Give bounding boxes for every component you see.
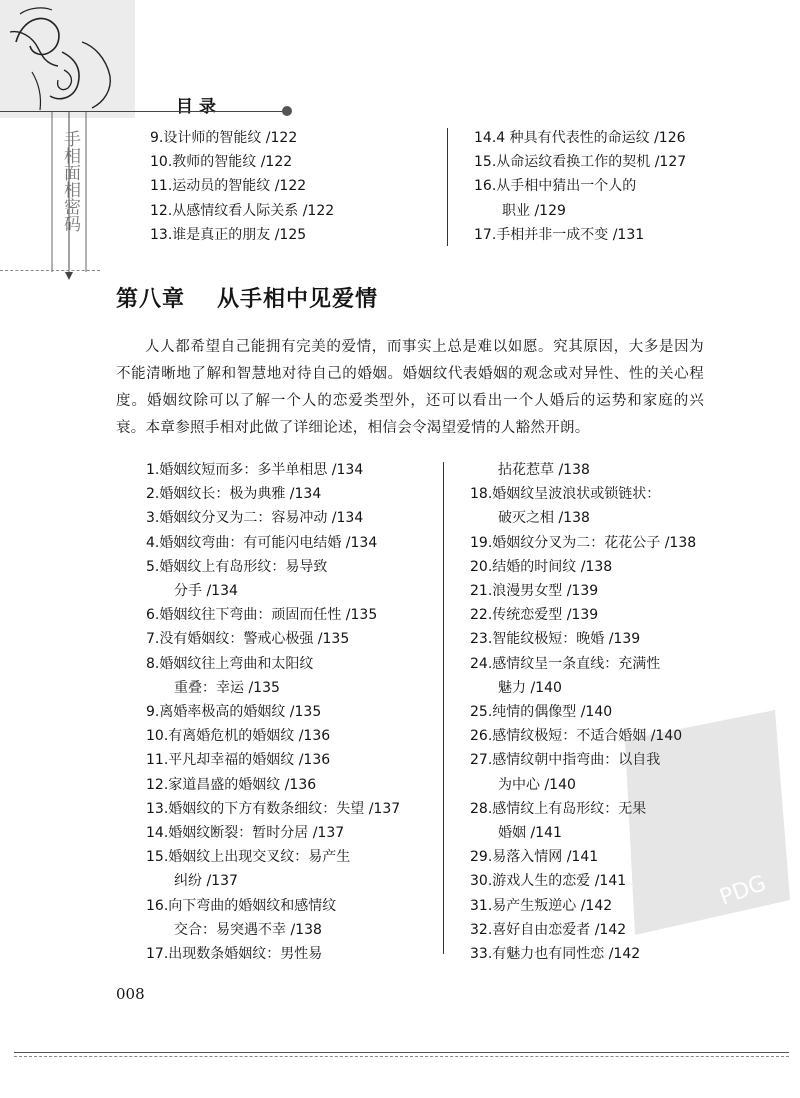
toc-bottom-column-divider — [443, 462, 444, 954]
toc-entry: 18.婚姻纹呈波浪状或锁链状： — [470, 486, 661, 503]
toc-entry: 6.婚姻纹往下弯曲：顽固而任性 /135 — [146, 607, 378, 624]
toc-entry: 3.婚姻纹分叉为二：容易冲动 /134 — [146, 510, 364, 527]
toc-label: 目录 — [176, 97, 222, 117]
toc-entry: 2.婚姻纹长：极为典雅 /134 — [146, 486, 322, 503]
chapter-heading — [116, 282, 378, 313]
toc-entry: 9.设计师的智能纹 /122 — [150, 130, 298, 146]
toc-entry: 22.传统恋爱型 /139 — [470, 607, 599, 624]
chapter-title: 从手相中见爱情 — [217, 287, 379, 312]
toc-entry: 32.喜好自由恋爱者 /142 — [470, 921, 627, 938]
toc-entry: 魅力 /140 — [498, 679, 562, 696]
chapter-intro-paragraph: 人人都希望自己能拥有完美的爱情，而事实上总是难以如愿。究其原因，大多是因为不能清晰地了解和智慧地对待自己的婚姻。婚姻纹代表婚姻的观念或对异性、性的关心程度。婚姻纹除可以了解一个人的恋爱类型外，还可以看出一个人婚后的运势和家庭的兴衰。本章参照手相对此做了详细论述，相信会令渴望爱情的人豁然开朗。 — [116, 339, 704, 436]
side-divider — [0, 270, 100, 271]
toc-entry: 11.平凡却幸福的婚姻纹 /136 — [146, 752, 331, 769]
toc-entry: 23.智能纹极短：晚婚 /139 — [470, 631, 641, 648]
toc-entry: 14.婚姻纹断裂：暂时分居 /137 — [146, 825, 345, 842]
toc-entry: 7.没有婚姻纹：警戒心极强 /135 — [146, 631, 350, 648]
watermark-seal — [605, 700, 795, 940]
toc-entry: 24.感情纹呈一条直线：充满性 — [470, 655, 661, 672]
toc-entry: 17.手相并非一成不变 /131 — [474, 226, 645, 243]
side-title: 手相面相密码 — [60, 130, 80, 232]
toc-entry: 14.4 种具有代表性的命运纹 /126 — [474, 130, 686, 146]
toc-top-column-divider — [447, 128, 448, 246]
toc-entry: 19.婚姻纹分叉为二：花花公子 /138 — [470, 534, 697, 551]
toc-entry: 纠纷 /137 — [174, 873, 238, 890]
toc-entry: 9.离婚率极高的婚姻纹 /135 — [146, 704, 322, 721]
footer-dashed-rule — [14, 1056, 789, 1057]
toc-entry: 重叠：幸运 /135 — [174, 679, 280, 696]
toc-entry: 1.婚姻纹短而多：多半单相思 /134 — [146, 462, 364, 478]
footer-rule — [14, 1052, 789, 1053]
chapter-number: 第八章 — [116, 287, 186, 312]
side-title-box — [48, 118, 88, 268]
toc-entry: 职业 /129 — [502, 202, 566, 219]
toc-entry: 27.感情纹朝中指弯曲：以自我 — [470, 752, 661, 769]
toc-entry: 21.浪漫男女型 /139 — [470, 583, 599, 600]
toc-entry: 13.婚姻纹的下方有数条细纹：失望 /137 — [146, 800, 401, 817]
toc-entry: 5.婚姻纹上有岛形纹：易导致 — [146, 558, 328, 575]
toc-entry: 33.有魅力也有同性恋 /142 — [470, 946, 641, 963]
toc-bottom-left-list — [146, 458, 400, 966]
toc-top-right-list — [474, 126, 686, 247]
toc-entry: 交合：易突遇不幸 /138 — [174, 921, 322, 938]
page-number: 008 — [116, 985, 145, 1003]
toc-entry: 11.运动员的智能纹 /122 — [150, 178, 307, 195]
toc-entry: 15.从命运纹看换工作的契机 /127 — [474, 154, 687, 171]
toc-entry: 25.纯情的偶像型 /140 — [470, 704, 613, 721]
toc-entry: 10.有离婚危机的婚姻纹 /136 — [146, 728, 331, 745]
toc-entry: 29.易落入情网 /141 — [470, 849, 599, 866]
toc-entry: 16.从手相中猜出一个人的 — [474, 178, 637, 195]
toc-entry: 31.易产生叛逆心 /142 — [470, 897, 613, 914]
toc-entry: 26.感情纹极短：不适合婚姻 /140 — [470, 728, 683, 745]
toc-entry: 10.教师的智能纹 /122 — [150, 154, 293, 171]
toc-entry: 12.家道昌盛的婚姻纹 /136 — [146, 776, 317, 793]
toc-entry: 16.向下弯曲的婚姻纹和感情纹 — [146, 897, 337, 914]
toc-entry: 13.谁是真正的朋友 /125 — [150, 226, 307, 243]
toc-header-dot — [282, 106, 292, 116]
hand-sketch-illustration — [2, 2, 134, 118]
toc-entry: 4.婚姻纹弯曲：有可能闪电结婚 /134 — [146, 534, 378, 551]
toc-entry: 为中心 /140 — [498, 776, 576, 793]
toc-top-left-list — [150, 126, 334, 247]
toc-entry: 婚姻 /141 — [498, 825, 562, 842]
toc-entry: 17.出现数条婚姻纹：男性易 — [146, 946, 323, 963]
toc-entry: 分手 /134 — [174, 583, 238, 600]
toc-entry: 破灭之相 /138 — [498, 510, 590, 527]
toc-entry: 28.感情纹上有岛形纹：无果 — [470, 800, 647, 817]
toc-entry: 8.婚姻纹往上弯曲和太阳纹 — [146, 655, 314, 672]
toc-entry: 12.从感情纹看人际关系 /122 — [150, 202, 335, 219]
toc-entry: 30.游戏人生的恋爱 /141 — [470, 873, 627, 890]
toc-entry: 20.结婚的时间纹 /138 — [470, 558, 613, 575]
watermark-text: PDG — [716, 870, 770, 911]
toc-header-rule — [0, 111, 290, 112]
toc-entry: 15.婚姻纹上出现交叉纹：易产生 — [146, 849, 351, 866]
toc-entry: 拈花惹草 /138 — [498, 462, 590, 478]
